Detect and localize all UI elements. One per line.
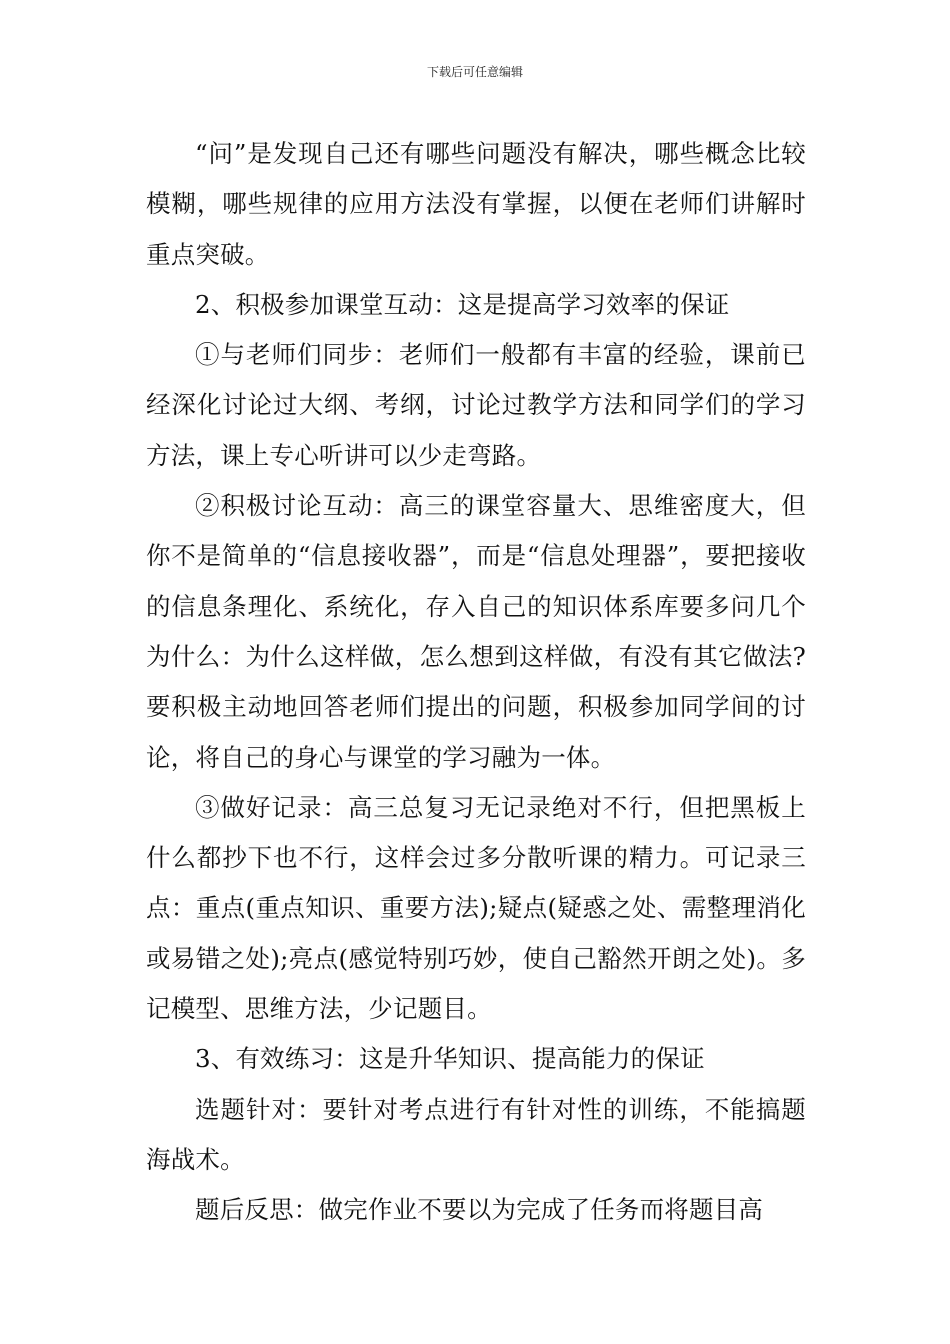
paragraph: 选题针对：要针对考点进行有针对性的训练，不能搞题海战术。	[146, 1094, 806, 1174]
paragraph: 题后反思：做完作业不要以为完成了任务而将题目高	[195, 1195, 764, 1225]
paragraph: “问”是发现自己还有哪些问题没有解决，哪些概念比较模糊，哪些规律的应用方法没有掌握，以便在老师们讲解时重点突破。	[146, 139, 806, 269]
document-body	[146, 129, 806, 1236]
section-heading: 2、积极参加课堂互动：这是提高学习效率的保证	[195, 289, 730, 319]
paragraph: ②积极讨论互动：高三的课堂容量大、思维密度大，但你不是简单的“信息接收器”，而是“信息处理器”，要把接收的信息条理化、系统化，存入自己的知识体系库要多问几个为什么：为什么这样做，怎么想到这样做，有没有其它做法?要积极主动地回答老师们提出的问题，积极参加同学间的讨论，将自己的身心与课堂的学习融为一体。	[146, 491, 806, 772]
paragraph: ①与老师们同步：老师们一般都有丰富的经验，课前已经深化讨论过大纲、考纲，讨论过教学方法和同学们的学习方法，课上专心听讲可以少走弯路。	[146, 340, 806, 470]
section-heading: 3、有效练习：这是升华知识、提高能力的保证	[195, 1044, 705, 1074]
page-header: 下载后可任意编辑	[426, 65, 523, 79]
paragraph: ③做好记录：高三总复习无记录绝对不行，但把黑板上什么都抄下也不行，这样会过多分散听课的精力。可记录三点：重点(重点知识、重要方法);疑点(疑惑之处、需整理消化或易错之处);亮点(感觉特别巧妙，使自己豁然开朗之处)。多记模型、思维方法，少记题目。	[146, 792, 806, 1024]
